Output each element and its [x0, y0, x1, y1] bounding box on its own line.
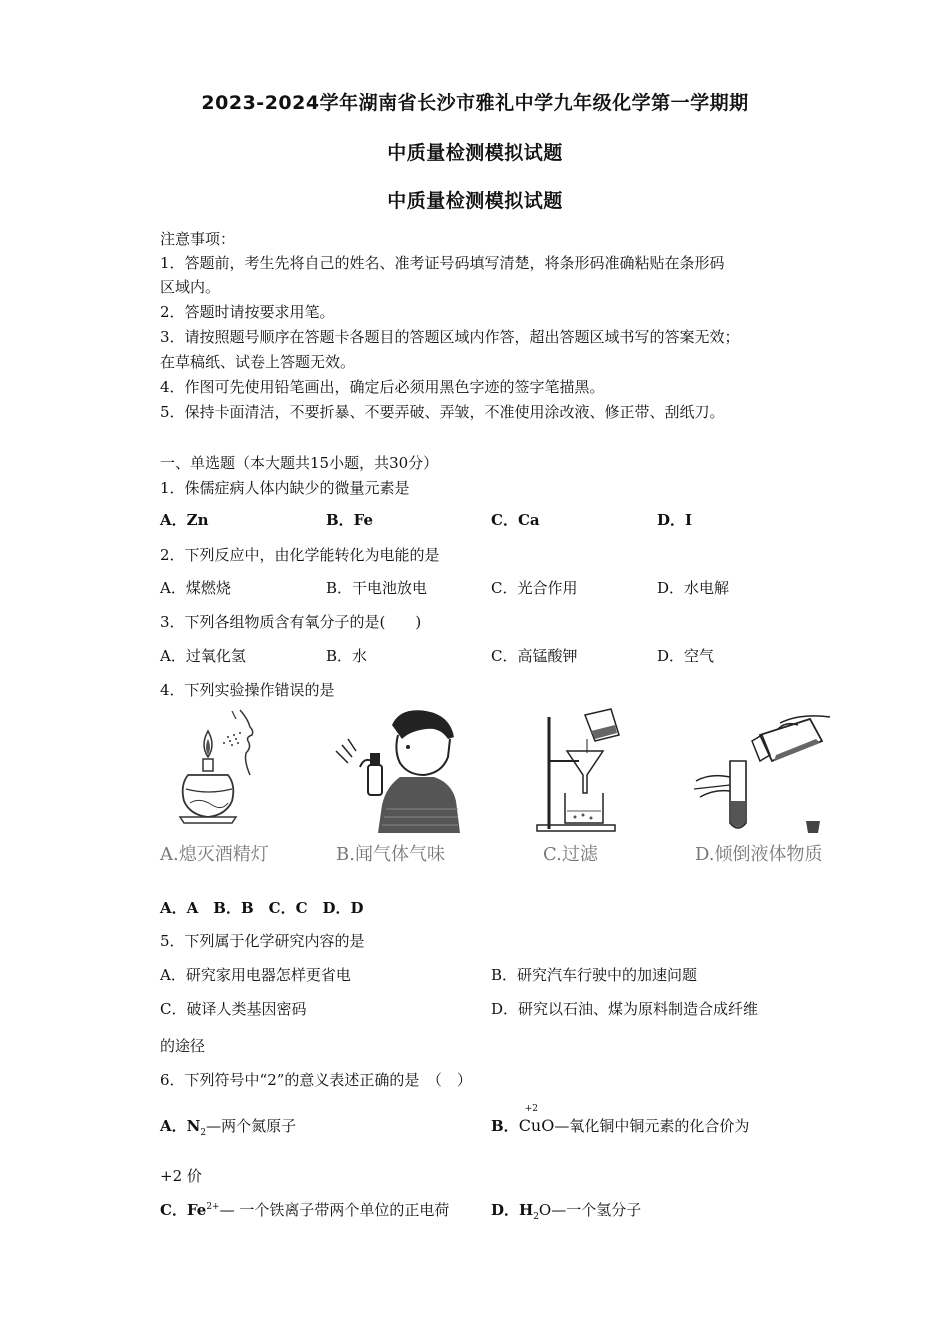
figure-caption-c: C.过滤 — [543, 844, 598, 865]
notice-item-5: 5．保持卡面清洁，不要折暴、不要弄破、弄皱，不准使用涂改液、修正带、刮纸刀。 — [160, 403, 725, 421]
notice-item-2: 2．答题时请按要求用笔。 — [160, 303, 335, 321]
q6-option-a-prefix: A．N — [160, 1117, 201, 1135]
q3-option-b: B．水 — [326, 647, 368, 665]
q2-option-c: C．光合作用 — [491, 579, 578, 597]
q5-option-b: B．研究汽车行驶中的加速问题 — [491, 966, 698, 984]
section-heading: 一、单选题（本大题共15小题，共30分） — [160, 454, 439, 472]
q4-options: A．A B．B C．C D．D — [160, 899, 364, 917]
figure-alcohol-lamp — [170, 705, 290, 835]
q6-option-b-prefix: B． — [491, 1117, 519, 1135]
page-title-line1: 2023-2024学年湖南省长沙市雅礼中学九年级化学第一学期期 — [201, 92, 749, 114]
q4-stem: 4．下列实验操作错误的是 — [160, 681, 335, 699]
q2-option-a: A．煤燃烧 — [160, 579, 231, 597]
q6-option-a — [160, 1115, 296, 1138]
q3-option-d: D．空气 — [657, 647, 715, 665]
q6-option-c-superscript: 2+ — [206, 1202, 220, 1212]
notice-item-1a: 1．答题前，考生先将自己的姓名、准考证号码填写清楚，将条形码准确粘贴在条形码 — [160, 254, 725, 272]
q6-option-d-subscript: 2 — [533, 1212, 539, 1222]
notice-item-3b: 在草稿纸、试卷上答题无效。 — [160, 353, 356, 371]
page-title-line3: 中质量检测模拟试题 — [387, 190, 563, 212]
q3-option-a: A．过氧化氢 — [160, 647, 246, 665]
notice-item-1b: 区域内。 — [160, 278, 221, 296]
q3-option-c: C．高锰酸钾 — [491, 647, 578, 665]
q1-option-d: D．I — [657, 511, 693, 529]
q5-option-a: A．研究家用电器怎样更省电 — [160, 966, 351, 984]
q3-stem: 3．下列各组物质含有氧分子的是( ) — [160, 613, 422, 631]
q6-stem: 6．下列符号中“2”的意义表述正确的是 （ ） — [160, 1071, 472, 1089]
figure-filtration — [525, 705, 625, 835]
q6-option-c-prefix: C．Fe — [160, 1201, 207, 1219]
q6-option-b-charge: +2 — [524, 1104, 538, 1114]
q2-stem: 2．下列反应中，由化学能转化为电能的是 — [160, 546, 440, 564]
q1-option-c: C．Ca — [491, 511, 540, 529]
figure-smell-gas — [330, 705, 470, 835]
q1-option-a: A．Zn — [160, 511, 209, 529]
q1-stem: 1．侏儒症病人体内缺少的微量元素是 — [160, 479, 410, 497]
q2-option-d: D．水电解 — [657, 579, 730, 597]
notice-item-4: 4．作图可先使用铅笔画出，确定后必须用黑色字迹的签字笔描黑。 — [160, 378, 605, 396]
q6-option-b — [491, 1104, 750, 1136]
q6-option-a-text: —两个氮原子 — [206, 1117, 297, 1135]
q6-option-c — [160, 1199, 449, 1220]
q5-option-c: C．破译人类基因密码 — [160, 1000, 307, 1018]
q5-stem: 5．下列属于化学研究内容的是 — [160, 932, 365, 950]
q2-option-b: B．干电池放电 — [326, 579, 428, 597]
notice-item-3a: 3．请按照题号顺序在答题卡各题目的答题区域内作答，超出答题区域书写的答案无效； — [160, 328, 740, 346]
q5-option-d-continued: 的途径 — [160, 1037, 206, 1055]
q6-option-d — [491, 1199, 641, 1222]
q6-option-b-continued: +2 价 — [160, 1167, 202, 1185]
page-title-line2: 中质量检测模拟试题 — [387, 142, 563, 164]
q6-option-c-text: — 一个铁离子带两个单位的正电荷 — [219, 1201, 450, 1219]
q5-option-d: D．研究以石油、煤为原料制造合成纤维 — [491, 1000, 759, 1018]
q6-option-a-subscript: 2 — [200, 1128, 207, 1138]
q6-option-b-text: —氧化铜中铜元素的化合价为 — [554, 1117, 750, 1135]
notice-heading: 注意事项： — [160, 230, 236, 248]
q6-option-b-formula: CuO — [518, 1116, 555, 1135]
q6-option-d-prefix: D．H — [491, 1201, 534, 1219]
q6-option-d-text: O—一个氢分子 — [538, 1201, 642, 1219]
figure-caption-d: D.倾倒液体物质 — [695, 844, 823, 865]
figure-caption-b: B.闻气体气味 — [336, 844, 445, 865]
q1-option-b: B．Fe — [326, 511, 374, 529]
figure-caption-a: A.熄灭酒精灯 — [160, 844, 269, 865]
figure-pour-liquid — [690, 705, 840, 840]
